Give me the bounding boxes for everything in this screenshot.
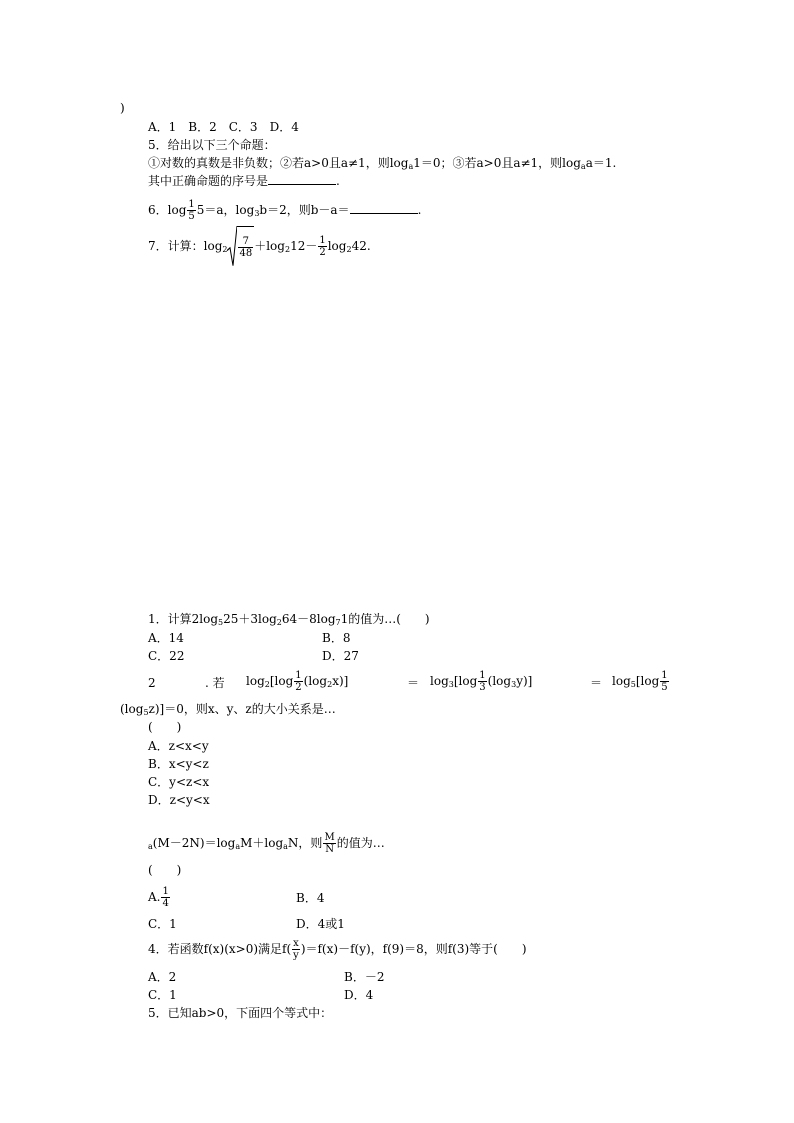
p2-q3-option-c: C．1 bbox=[148, 917, 177, 931]
p2-q2-number: 2 bbox=[148, 676, 156, 690]
p2-q2-equals-1: ＝ bbox=[407, 676, 420, 690]
p2-q2-option-c: C．y<z<x bbox=[148, 775, 210, 789]
p2-q3-paren: ( ) bbox=[148, 863, 182, 877]
fraction: $\frac{1}{2}$ bbox=[295, 670, 302, 693]
p2-q3-stem: $_a(M-2N)=\log_aM+\log_aN$，则 $\frac{M}{N}$ 的值为… bbox=[148, 832, 385, 855]
p2-q2-if: . 若 bbox=[205, 676, 225, 690]
p2-q4-option-d: D．4 bbox=[344, 988, 374, 1002]
p2-q1-option-a: A．14 bbox=[148, 631, 184, 645]
sqrt-icon bbox=[227, 226, 254, 267]
answer-blank bbox=[268, 174, 336, 185]
p2-q3-option-d: D．4或1 bbox=[296, 917, 345, 931]
p2-q2-line2: $(\log_5z)]=0$，则x、y、z的大小关系是… bbox=[120, 702, 336, 717]
q6: 6．log $\frac{1}{5}$ 5＝a，$\log_3b=2$，则b－a＝ . bbox=[148, 199, 422, 222]
p2-q2-paren: ( ) bbox=[148, 720, 182, 734]
p2-q4-option-a: A．2 bbox=[148, 970, 177, 984]
fraction: $\frac{1}{5}$ bbox=[661, 670, 668, 693]
q5-stem: 5．给出以下三个命题： bbox=[148, 138, 276, 152]
p2-q2-term3: $\log_5[\log$ $\frac{1}{5}$ bbox=[612, 670, 668, 693]
fraction: $\frac{1}{5}$ bbox=[188, 199, 195, 222]
answer-blank bbox=[350, 203, 418, 214]
q4-options: A．1 B．2 C．3 D．4 bbox=[148, 120, 299, 134]
p2-q2-option-a: A．z<x<y bbox=[148, 739, 209, 753]
p2-q1-option-b: B．8 bbox=[322, 631, 351, 645]
p2-q4-stem: 4．若函数f(x)(x>0)满足f( $\frac{x}{y}$ )＝f(x)－f(y)，f(9)＝8，则f(3)等于( ) bbox=[148, 938, 527, 961]
q7: 7．计算：$\log_2$ $\frac{7}{48}$ $+\log_212-$ $\frac{1}{2}$ $\log_242$. bbox=[148, 226, 371, 267]
fraction: $\frac{M}{N}$ bbox=[324, 832, 335, 855]
p2-q2-option-b: B．x<y<z bbox=[148, 757, 209, 771]
p2-q3-option-a: A. $\frac{1}{4}$ bbox=[148, 886, 169, 909]
p2-q2-term2: $\log_3[\log$ $\frac{1}{3}$ $(\log_3y)$] bbox=[430, 670, 533, 693]
p2-q4-option-b: B．－2 bbox=[344, 970, 385, 984]
p2-q5-stem: 5．已知ab>0，下面四个等式中： bbox=[148, 1006, 333, 1020]
fraction: $\frac{1}{4}$ bbox=[162, 886, 169, 909]
fraction: $\frac{x}{y}$ bbox=[293, 938, 299, 961]
p2-q2-term1: $\log_2[\log$ $\frac{1}{2}$ $(\log_2x)$] bbox=[246, 670, 349, 693]
fraction: $\frac{1}{3}$ bbox=[479, 670, 486, 693]
fraction: $\frac{1}{2}$ bbox=[319, 235, 326, 258]
p2-q1-option-d: D．27 bbox=[322, 649, 359, 663]
stray-paren: ) bbox=[120, 101, 125, 115]
p2-q1-option-c: C．22 bbox=[148, 649, 185, 663]
p2-q3-option-b: B．4 bbox=[296, 891, 325, 905]
q5-line1: ①对数的真数是非负数；②若a>0且a≠1，则$\log_a1=0$；③若a>0且a≠1，则$\log_aa=1$. bbox=[148, 156, 617, 171]
p2-q2-option-d: D．z<y<x bbox=[148, 793, 210, 807]
p2-q2-equals-2: ＝ bbox=[590, 676, 603, 690]
p2-q4-option-c: C．1 bbox=[148, 988, 177, 1002]
fraction: $\frac{7}{48}$ bbox=[239, 236, 253, 259]
p2-q1-stem: 1．计算$2\log_525+3\log_264-8\log_71$的值为…( ) bbox=[148, 612, 430, 627]
q5-line2: 其中正确命题的序号是 . bbox=[148, 174, 340, 188]
